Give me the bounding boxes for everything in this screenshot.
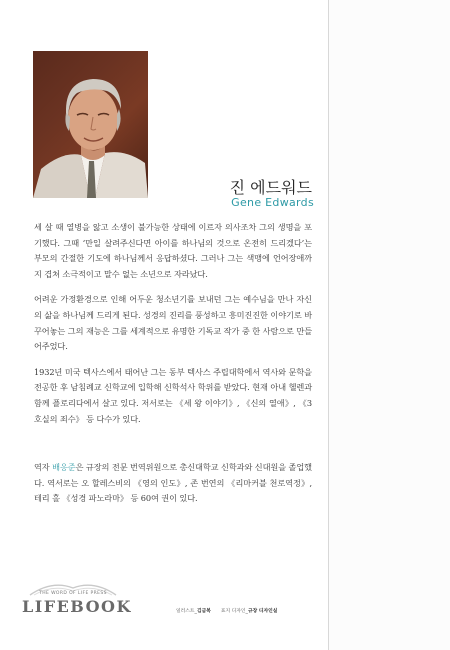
author-name-english: Gene Edwards xyxy=(231,196,314,209)
design-credits xyxy=(176,607,326,614)
author-biography xyxy=(34,220,312,437)
publisher-wordmark: LIFEBOOK xyxy=(22,597,132,616)
illustration-credit: 김금복 xyxy=(196,609,211,614)
facing-page xyxy=(329,0,450,650)
translator-text: 은 규장의 전문 번역위원으로 총신대학교 신학과와 신대원을 졸업했다. 역서로는 오 할레스비의 《영의 인도》, 존 번연의 《리마커블 천로역정》, 테리 홀 《성경 파노라마》 등 60여 권이 있다. xyxy=(34,462,312,504)
bio-paragraph: 세 살 때 열병을 앓고 소생이 불가능한 상태에 이르자 의사조차 그의 생명을 포기했다. 그때 ‘만일 살려주신다면 아이를 하나님의 것으로 온전히 드리겠다’는 부모의 간절한 기도에 하나님께서 응답하셨다. 그러나 그는 색맹에 언어장애까지 겹쳐 소극적이고 말수 없는 소년으로 자라났다. xyxy=(34,222,312,279)
page-divider xyxy=(328,0,329,650)
bio-paragraph: 1932년 미국 텍사스에서 태어난 그는 동부 텍사스 주립대학에서 역사와 문학을 전공한 후 남침례교 신학교에 입학해 신학석사 학위를 받았다. 현재 아내 헬렌과 함께 플로리다에서 살고 있다. 저서로는 《세 왕 이야기》, 《신의 열애》, 《3호실의 죄수》 등 다수가 있다. xyxy=(34,366,312,424)
illustration-label: 일러스트_ xyxy=(176,609,197,614)
translator-name: 배응준 xyxy=(52,462,76,472)
author-photo xyxy=(33,51,148,198)
translator-note xyxy=(34,460,312,507)
lifebook-logo xyxy=(22,580,132,618)
publisher-tagline: THE WORD OF LIFE PRESS xyxy=(39,591,107,596)
bio-paragraph: 어려운 가정환경으로 인해 어두운 청소년기를 보내던 그는 예수님을 만나 자신의 삶을 하나님께 드리게 된다. 성경의 진리를 풍성하고 흥미진진한 이야기로 바꾸어놓는 그의 재능은 그를 세계적으로 유명한 기독교 작가 중 한 사람으로 만들어주었다. xyxy=(34,294,312,352)
author-name-korean: 진 에드워드 xyxy=(229,178,312,197)
translator-prefix: 역자 xyxy=(34,462,53,472)
cover-design-credit: 규장 디자인실 xyxy=(247,609,278,614)
cover-design-label: 표지 디자인_ xyxy=(220,609,248,614)
